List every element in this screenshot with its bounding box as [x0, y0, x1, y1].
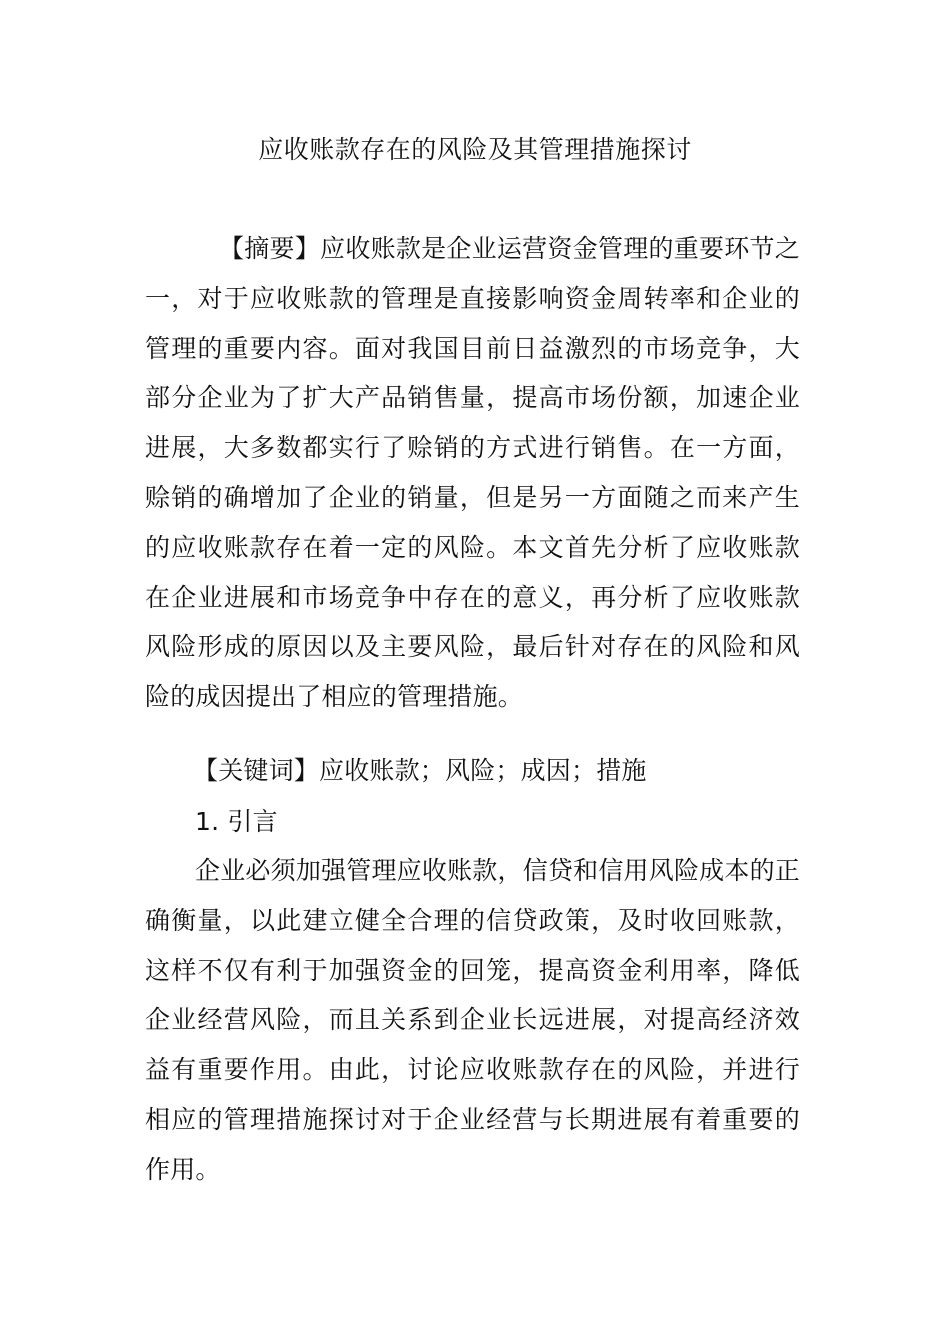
- keywords-line: 【关键词】应收账款；风险；成因；措施: [193, 756, 647, 785]
- document-title: 应收账款存在的风险及其管理措施探讨: [258, 135, 692, 164]
- introduction-paragraph: 企业必须加强管理应收账款，信贷和信用风险成本的正确衡量，以此建立健全合理的信贷政策，及时收回账款，这样不仅有利于加强资金的回笼，提高资金利用率，降低企业经营风险，而且关系到企业长远进展，对提高经济效益有重要作用。由此，讨论应收账款存在的风险，并进行相应的管理措施探讨对于企业经营与长期进展有着重要的作用。: [145, 856, 800, 1184]
- section-heading-introduction: 1. 引言: [195, 807, 278, 836]
- abstract-paragraph: 【摘要】应收账款是企业运营资金管理的重要环节之一，对于应收账款的管理是直接影响资金周转率和企业的管理的重要内容。面对我国目前日益激烈的市场竞争，大部分企业为了扩大产品销售量，提高市场份额，加速企业进展，大多数都实行了赊销的方式进行销售。在一方面，赊销的确增加了企业的销量，但是另一方面随之而来产生的应收账款存在着一定的风险。本文首先分析了应收账款在企业进展和市场竞争中存在的意义，再分析了应收账款风险形成的原因以及主要风险，最后针对存在的风险和风险的成因提出了相应的管理措施。: [145, 234, 800, 712]
